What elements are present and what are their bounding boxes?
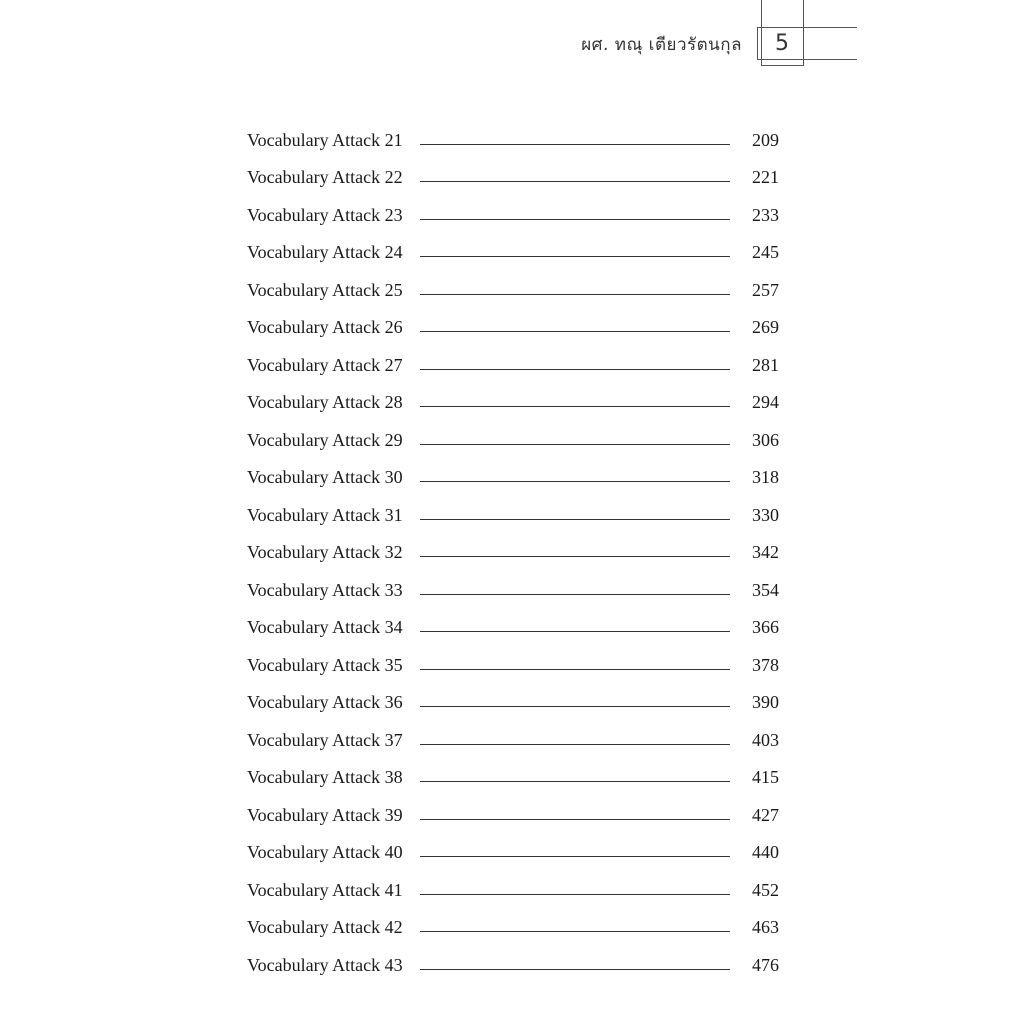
toc-leader-line [420,330,730,332]
toc-leader-line [420,180,730,182]
toc-leader-line [420,443,730,445]
page-header [0,0,1024,80]
toc-leader-line [420,293,730,295]
toc-leader-line [420,818,730,820]
toc-entry-title: Vocabulary Attack 43 [247,954,403,975]
toc-entry-title: Vocabulary Attack 39 [247,804,403,825]
table-of-contents [247,111,782,974]
toc-entry [247,486,782,524]
toc-leader-line [420,893,730,895]
toc-entry [247,899,782,937]
toc-leader-line [420,480,730,482]
toc-entry [247,861,782,899]
toc-entry-page: 403 [752,729,779,750]
toc-entry [247,936,782,974]
toc-entry-title: Vocabulary Attack 21 [247,129,403,150]
toc-entry-page: 354 [752,579,779,600]
toc-entry-page: 452 [752,879,779,900]
toc-entry-page: 440 [752,842,779,862]
toc-entry-page: 318 [752,467,779,487]
toc-entry-title: Vocabulary Attack 30 [247,467,403,487]
toc-leader-line [420,368,730,370]
toc-leader-line [420,555,730,557]
toc-entry-page: 294 [752,392,779,412]
toc-entry-title: Vocabulary Attack 35 [247,654,403,675]
toc-entry [247,636,782,674]
toc-entry-title: Vocabulary Attack 24 [247,242,403,262]
toc-entry [247,374,782,412]
toc-entry [247,786,782,824]
author-name: ผศ. ทณุ เตียวรัตนกุล [581,35,742,55]
toc-entry-page: 427 [752,804,779,825]
toc-entry-title: Vocabulary Attack 26 [247,317,403,337]
toc-entry-page: 221 [752,167,779,187]
toc-entry [247,749,782,787]
toc-entry-title: Vocabulary Attack 34 [247,617,403,637]
toc-entry [247,449,782,487]
toc-entry [247,561,782,599]
toc-entry [247,111,782,149]
toc-entry-page: 257 [752,279,779,300]
toc-entry [247,299,782,337]
toc-entry-title: Vocabulary Attack 42 [247,917,403,937]
toc-leader-line [420,630,730,632]
page-number: 5 [775,31,789,56]
toc-entry-title: Vocabulary Attack 32 [247,542,403,562]
toc-entry [247,411,782,449]
toc-entry-title: Vocabulary Attack 29 [247,429,403,450]
toc-entry-title: Vocabulary Attack 28 [247,392,403,412]
toc-entry-page: 463 [752,917,779,937]
toc-entry [247,149,782,187]
toc-entry-page: 233 [752,204,779,225]
toc-leader-line [420,218,730,220]
toc-entry [247,599,782,637]
toc-entry-page: 366 [752,617,779,637]
toc-leader-line [420,855,730,857]
toc-entry-title: Vocabulary Attack 33 [247,579,403,600]
toc-entry-page: 209 [752,129,779,150]
toc-entry-page: 390 [752,692,779,712]
toc-entry-page: 245 [752,242,779,262]
toc-leader-line [420,780,730,782]
toc-leader-line [420,968,730,970]
toc-leader-line [420,705,730,707]
toc-entry-page: 330 [752,504,779,525]
toc-leader-line [420,405,730,407]
toc-leader-line [420,143,730,145]
toc-entry-page: 281 [752,354,779,375]
toc-entry-page: 306 [752,429,779,450]
toc-entry [247,336,782,374]
toc-leader-line [420,743,730,745]
toc-entry-title: Vocabulary Attack 38 [247,767,403,787]
toc-entry-page: 476 [752,954,779,975]
toc-entry-title: Vocabulary Attack 27 [247,354,403,375]
toc-entry-page: 378 [752,654,779,675]
toc-leader-line [420,668,730,670]
toc-entry [247,186,782,224]
toc-entry [247,824,782,862]
toc-entry-page: 415 [752,767,779,787]
toc-leader-line [420,593,730,595]
toc-entry-page: 269 [752,317,779,337]
toc-entry [247,524,782,562]
toc-entry-title: Vocabulary Attack 41 [247,879,403,900]
toc-entry [247,711,782,749]
toc-entry-title: Vocabulary Attack 31 [247,504,403,525]
toc-entry-page: 342 [752,542,779,562]
toc-entry [247,261,782,299]
toc-entry-title: Vocabulary Attack 36 [247,692,403,712]
toc-leader-line [420,930,730,932]
toc-entry-title: Vocabulary Attack 22 [247,167,403,187]
toc-entry-title: Vocabulary Attack 23 [247,204,403,225]
toc-leader-line [420,255,730,257]
toc-entry-title: Vocabulary Attack 37 [247,729,403,750]
toc-entry-title: Vocabulary Attack 25 [247,279,403,300]
toc-entry [247,224,782,262]
toc-entry [247,674,782,712]
toc-leader-line [420,518,730,520]
toc-entry-title: Vocabulary Attack 40 [247,842,403,862]
